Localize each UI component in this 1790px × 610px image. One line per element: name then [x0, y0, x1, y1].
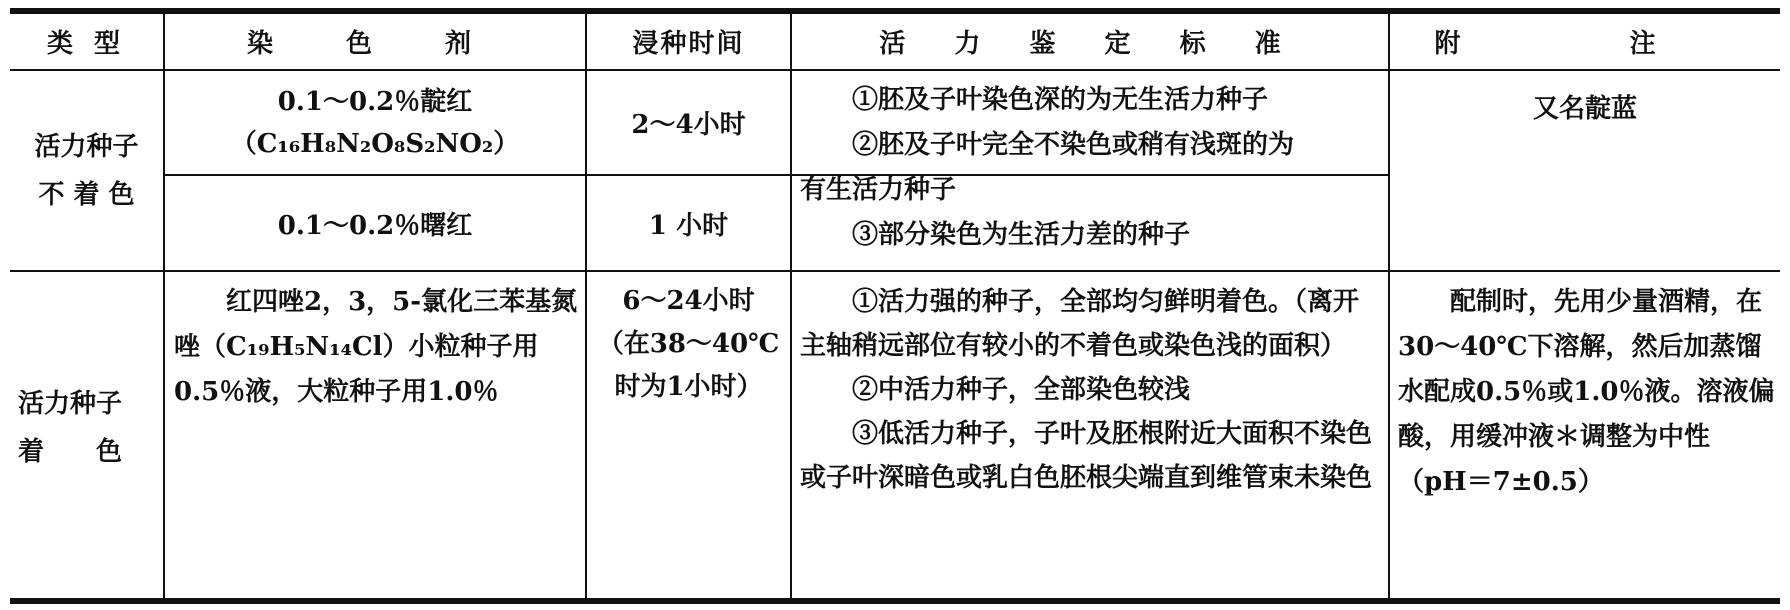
header-dye: 染 色 剂	[246, 29, 504, 59]
table-bottom-rule	[10, 598, 1780, 604]
row1-type-line1: 活力种子	[34, 131, 139, 162]
row2-time-line1: 6～24小时	[622, 286, 755, 316]
row1-standard-line2: ②胚及子叶完全不染色或稍有浅斑的为	[852, 130, 1295, 160]
row2-note: 配制时，先用少量酒精，在30～40℃下溶解，然后加蒸馏水配成0.5％或1.0％液。溶液偏酸，用缓冲液＊调整为中性（pH＝7±0.5）	[1398, 287, 1775, 497]
row1-time-indigo: 2～4小时	[631, 110, 746, 140]
row2-time-line3: 时为1小时）	[614, 372, 763, 402]
row1-time-eosin: 1 小时	[648, 210, 729, 241]
row1-standard-line1: ①胚及子叶染色深的为无生活力种子	[852, 85, 1269, 115]
row1-standard-line4: ③部分染色为生活力差的种子	[852, 220, 1191, 250]
row2-standard	[800, 280, 1382, 598]
row1-dye-eosin: 0.1～0.2％曙红	[277, 210, 473, 241]
row1-standard	[800, 78, 1385, 268]
col-divider-3	[790, 14, 792, 598]
row1-note: 又名靛蓝	[1532, 94, 1637, 124]
header-standard: 活 力 鉴 定 标 准	[879, 29, 1301, 59]
row1-standard-line3: 有生活力种子	[800, 175, 957, 205]
row1-type-line2: 不 着 色	[38, 179, 135, 210]
row-divider	[10, 270, 1780, 272]
row2-time-line2: （在38～40℃	[597, 329, 780, 359]
row2-time	[587, 280, 790, 430]
header-note: 附 注	[1434, 29, 1736, 59]
header-type: 类 型	[46, 29, 127, 59]
row2-standard-p2: ②中活力种子，全部染色较浅	[852, 375, 1191, 405]
row2-standard-p3: ③低活力种子，子叶及胚根附近大面积不染色或子叶深暗色或乳白色胚根尖端直到维管束未染色	[800, 419, 1373, 493]
row1-dye-indigo-name: 0.1～0.2％靛红	[277, 86, 473, 117]
row2-type	[18, 380, 158, 500]
row1-dye-indigo	[165, 71, 585, 174]
row1-type	[10, 71, 163, 270]
row1-dye-indigo-formula: （C₁₆H₈N₂O₈S₂NO₂）	[230, 128, 520, 159]
header-soak-time: 浸种时间	[632, 29, 745, 59]
row2-type-line2: 着 色	[18, 437, 123, 467]
row2-standard-p1: ①活力强的种子，全部均匀鲜明着色。（离开主轴稍远部位有较小的不着色或染色浅的面积）	[800, 287, 1360, 361]
row2-dye: 红四唑2，3，5-氯化三苯基氮唑（C₁₉H₅N₁₄Cl）小粒种子用0.5％液，大粒种子用1.0％	[174, 287, 578, 407]
row2-type-line1: 活力种子	[18, 389, 123, 419]
